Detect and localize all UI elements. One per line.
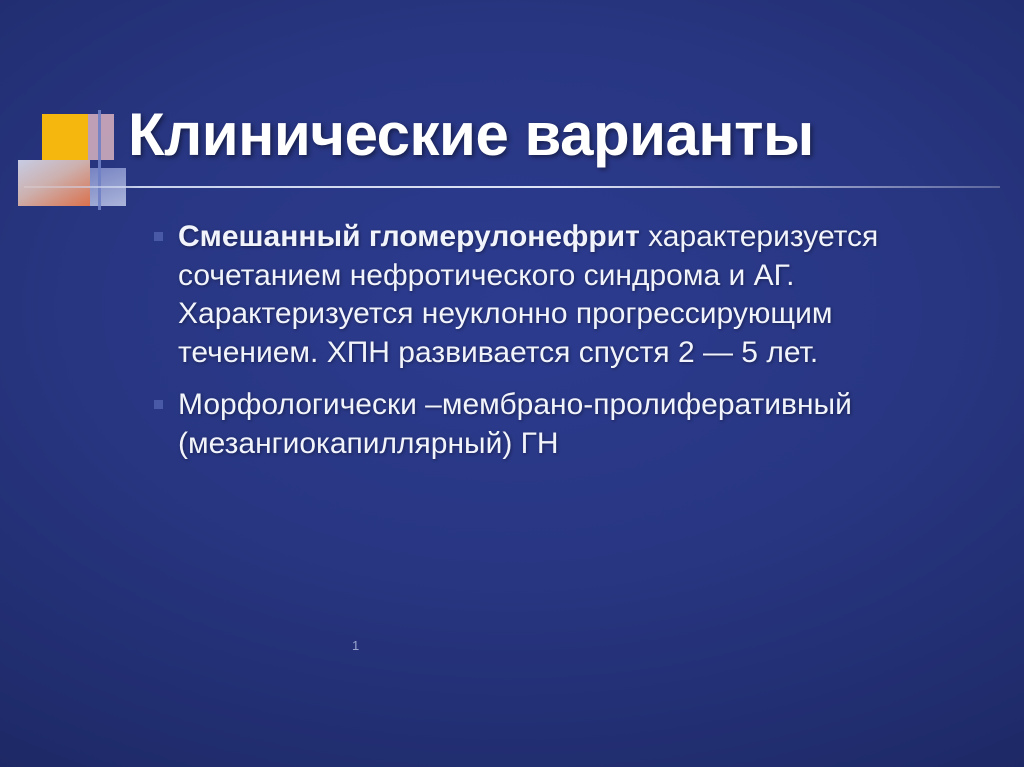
bullet-marker-icon: [154, 232, 163, 241]
title-divider: [24, 186, 1000, 188]
bullet-paragraph: Морфологически –мембрано-пролиферативный (мезангиокапиллярный) ГН: [178, 388, 852, 460]
bullet-body-text: характеризуется сочетанием нефротического синдрома и АГ. Характеризуется неуклонно прогрессирующим течением. ХПН развивается спустя 2 — 5 лет.: [178, 220, 879, 369]
bullet-lead-text: Смешанный гломерулонефрит: [178, 220, 640, 253]
list-item: [150, 386, 940, 463]
bullet-marker-icon: [154, 400, 163, 409]
slide-title: Клинические варианты: [128, 101, 814, 168]
logo-pink-square: [88, 114, 114, 160]
slide-body: [150, 218, 940, 477]
bullet-paragraph: [178, 218, 940, 372]
logo-yellow-square: [42, 114, 88, 160]
logo-gradient-square: [18, 160, 90, 206]
list-item: [150, 218, 940, 372]
page-number: 1: [352, 638, 360, 653]
logo-vertical-line: [98, 110, 101, 210]
